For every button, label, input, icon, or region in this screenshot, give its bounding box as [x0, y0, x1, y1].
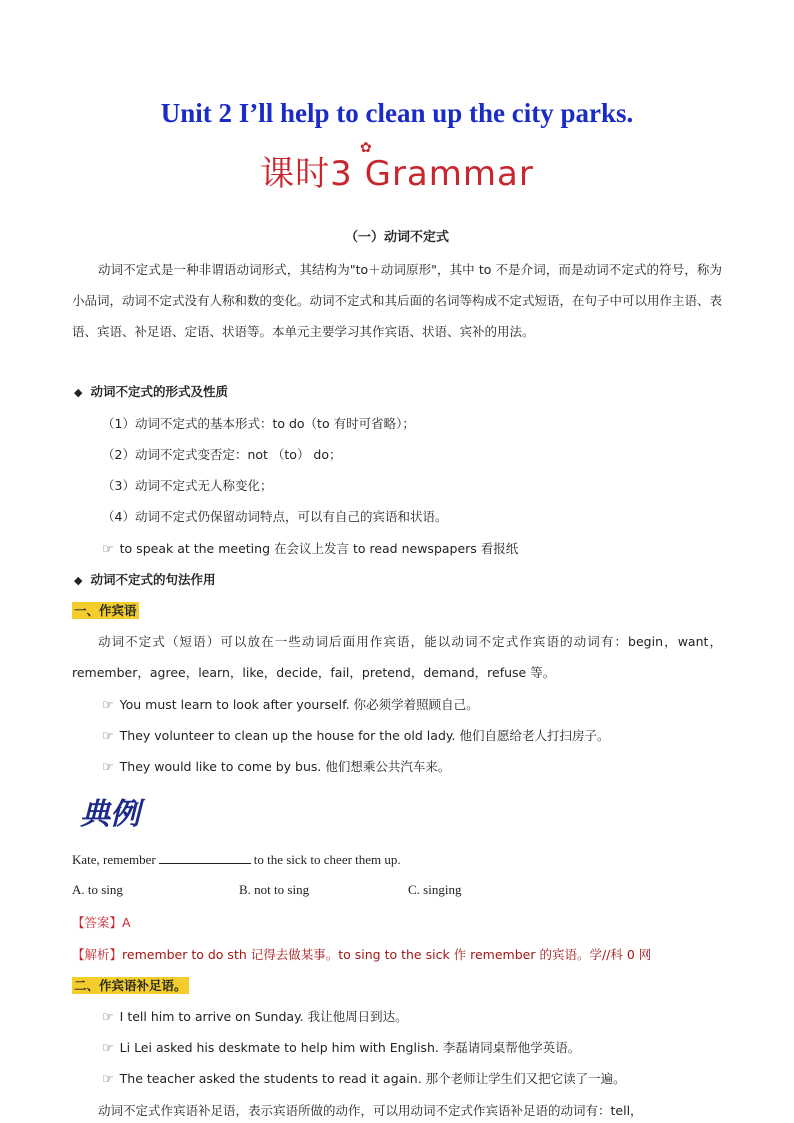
pointing-hand-icon: ☞ — [102, 698, 114, 713]
part2-example-3 — [102, 1069, 626, 1087]
section-heading: （一）动词不定式 — [344, 230, 449, 245]
option-a: A. to sing — [72, 882, 123, 897]
bullet-forms-text: 动词不定式的形式及性质 — [90, 384, 228, 399]
example-logo — [78, 792, 154, 832]
part1-paragraph: 动词不定式（短语）可以放在一些动词后面用作宾语，能以动词不定式作宾语的动词有：begin，want，remember，agree，learn，like，decide，fail，pretend，demand，refuse 等。 — [72, 634, 722, 680]
part1-example-2 — [102, 726, 609, 744]
part2-heading — [72, 976, 189, 994]
part1-example-2-text: They volunteer to clean up the house for the old lady. 他们自愿给老人打扫房子。 — [119, 728, 610, 743]
pointing-hand-icon: ☞ — [102, 1041, 114, 1056]
part2-heading-text: 二、作宾语补足语。 — [74, 978, 187, 993]
analysis-line — [72, 945, 651, 963]
option-c: C. singing — [408, 882, 462, 897]
bullet-usage-text: 动词不定式的句法作用 — [90, 572, 216, 587]
part1-example-3 — [102, 757, 450, 775]
form-example — [102, 539, 518, 557]
question — [72, 851, 401, 868]
form-example-text: to speak at the meeting 在会议上发言 to read newspapers 看报纸 — [119, 541, 519, 556]
option-b: B. not to sing — [239, 882, 310, 897]
part1-heading-text: 一、作宾语 — [74, 603, 137, 618]
pointing-hand-icon: ☞ — [102, 1010, 114, 1025]
part2-example-1 — [102, 1007, 408, 1025]
pointing-hand-icon: ☞ — [102, 542, 114, 557]
diamond-bullet-icon: ◆ — [74, 386, 83, 399]
answer-line: 【答案】A — [72, 915, 131, 930]
part2-example-3-text: The teacher asked the students to read it again. 那个老师让学生们又把它读了一遍。 — [119, 1071, 626, 1086]
pointing-hand-icon: ☞ — [102, 729, 114, 744]
part1-example-1-text: You must learn to look after yourself. 你必须学着照顾自己。 — [119, 697, 479, 712]
question-text-before: Kate, remember — [72, 852, 156, 867]
form-item-4: （4）动词不定式仍保留动词特点，可以有自己的宾语和状语。 — [102, 509, 448, 524]
lesson-subtitle — [72, 140, 722, 195]
form-item-3: （3）动词不定式无人称变化； — [102, 478, 273, 493]
bullet-forms-heading — [74, 382, 228, 400]
part2-example-2-text: Li Lei asked his deskmate to help him with English. 李磊请同桌帮他学英语。 — [119, 1040, 581, 1055]
part1-example-1 — [102, 695, 479, 713]
page-title: Unit 2 I’ll help to clean up the city parks. — [160, 98, 634, 128]
pointing-hand-icon: ☞ — [102, 1072, 114, 1087]
subtitle-text: 课时3 Grammar — [260, 154, 534, 194]
example-logo-text: 典例 — [80, 797, 140, 832]
pointing-hand-icon: ☞ — [102, 760, 114, 775]
form-item-1: （1）动词不定式的基本形式：to do（to 有时可省略）； — [102, 416, 415, 431]
flower-ornament-icon: ✿ — [360, 140, 373, 156]
diamond-bullet-icon: ◆ — [74, 574, 83, 587]
answer-blank[interactable] — [159, 851, 251, 864]
intro-paragraph: 动词不定式是一种非谓语动词形式，其结构为"to＋动词原形"，其中 to 不是介词，而是动词不定式的符号，称为小品词，动词不定式没有人称和数的变化。动词不定式和其后面的名词等构成不定式短语，在句子中可以用作主语、表语、宾语、补足语、定语、状语等。本单元主要学习其作宾语、状语、宾补的用法。 — [72, 262, 723, 339]
analysis-text: remember to do sth 记得去做某事。to sing to the sick 作 remember 的宾语。学//科 0 网 — [122, 947, 652, 962]
part1-heading — [72, 601, 139, 619]
question-text-after: to the sick to cheer them up. — [253, 852, 401, 867]
part2-paragraph: 动词不定式作宾语补足语，表示宾语所做的动作，可以用动词不定式作宾语补足语的动词有：tell， — [98, 1103, 643, 1118]
form-item-2: （2）动词不定式变否定：not （to） do； — [102, 447, 342, 462]
bullet-usage-heading — [74, 570, 215, 588]
part2-example-1-text: I tell him to arrive on Sunday. 我让他周日到达。 — [119, 1009, 408, 1024]
analysis-label: 【解析】 — [72, 947, 123, 962]
part2-example-2 — [102, 1038, 580, 1056]
part1-example-3-text: They would like to come by bus. 他们想乘公共汽车来。 — [119, 759, 451, 774]
